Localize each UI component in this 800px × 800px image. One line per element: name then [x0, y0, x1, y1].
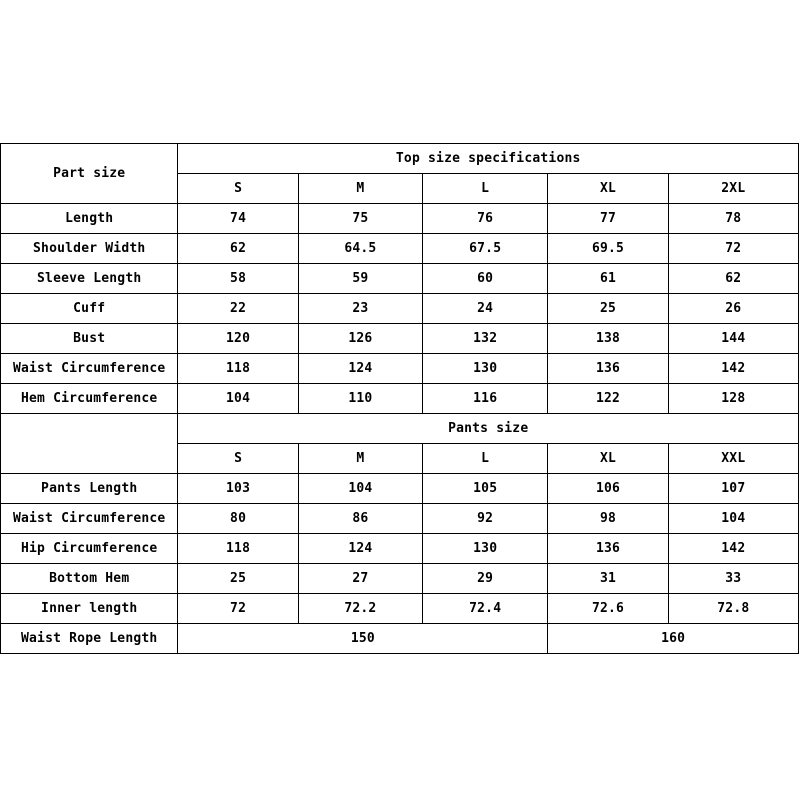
top-title-row	[1, 144, 799, 174]
row-label: Waist Circumference	[1, 504, 178, 534]
measurement-cell: 124	[298, 354, 422, 384]
measurement-cell: 24	[423, 294, 548, 324]
top-label-header: Part size	[1, 144, 178, 204]
row-label: Hem Circumference	[1, 384, 178, 414]
measurement-cell: 76	[423, 204, 548, 234]
measurement-cell: 69.5	[548, 234, 668, 264]
measurement-cell: 72.8	[668, 594, 798, 624]
top-section-title: Top size specifications	[178, 144, 799, 174]
measurement-cell: 136	[548, 354, 668, 384]
measurement-cell: 130	[423, 354, 548, 384]
row-label: Cuff	[1, 294, 178, 324]
pants-size-header: XL	[548, 444, 668, 474]
measurement-cell: 75	[298, 204, 422, 234]
row-label: Waist Circumference	[1, 354, 178, 384]
waist-rope-value-small: 150	[178, 624, 548, 654]
measurement-cell: 23	[298, 294, 422, 324]
table-row	[1, 594, 799, 624]
measurement-cell: 26	[668, 294, 798, 324]
pants-size-header: L	[423, 444, 548, 474]
waist-rope-row	[1, 624, 799, 654]
measurement-cell: 132	[423, 324, 548, 354]
measurement-cell: 103	[178, 474, 298, 504]
measurement-cell: 120	[178, 324, 298, 354]
table-row	[1, 564, 799, 594]
top-size-header: XL	[548, 174, 668, 204]
measurement-cell: 110	[298, 384, 422, 414]
row-label: Waist Rope Length	[1, 624, 178, 654]
table-row	[1, 204, 799, 234]
measurement-cell: 74	[178, 204, 298, 234]
pants-size-header: XXL	[668, 444, 798, 474]
measurement-cell: 25	[178, 564, 298, 594]
measurement-cell: 61	[548, 264, 668, 294]
measurement-cell: 118	[178, 354, 298, 384]
measurement-cell: 29	[423, 564, 548, 594]
measurement-cell: 130	[423, 534, 548, 564]
pants-label-header	[1, 414, 178, 474]
measurement-cell: 98	[548, 504, 668, 534]
measurement-cell: 116	[423, 384, 548, 414]
measurement-cell: 80	[178, 504, 298, 534]
row-label: Hip Circumference	[1, 534, 178, 564]
measurement-cell: 92	[423, 504, 548, 534]
row-label: Sleeve Length	[1, 264, 178, 294]
table-row	[1, 294, 799, 324]
measurement-cell: 142	[668, 354, 798, 384]
measurement-cell: 67.5	[423, 234, 548, 264]
table-row	[1, 324, 799, 354]
measurement-cell: 25	[548, 294, 668, 324]
size-chart-body	[1, 144, 799, 654]
measurement-cell: 33	[668, 564, 798, 594]
measurement-cell: 77	[548, 204, 668, 234]
measurement-cell: 72.6	[548, 594, 668, 624]
measurement-cell: 122	[548, 384, 668, 414]
measurement-cell: 104	[178, 384, 298, 414]
size-chart-table	[0, 143, 799, 654]
waist-rope-value-large: 160	[548, 624, 799, 654]
top-size-header: 2XL	[668, 174, 798, 204]
measurement-cell: 72	[178, 594, 298, 624]
measurement-cell: 60	[423, 264, 548, 294]
pants-section-title: Pants size	[178, 414, 799, 444]
measurement-cell: 31	[548, 564, 668, 594]
measurement-cell: 59	[298, 264, 422, 294]
row-label: Pants Length	[1, 474, 178, 504]
measurement-cell: 142	[668, 534, 798, 564]
measurement-cell: 128	[668, 384, 798, 414]
measurement-cell: 105	[423, 474, 548, 504]
top-size-header: M	[298, 174, 422, 204]
row-label: Bottom Hem	[1, 564, 178, 594]
row-label: Length	[1, 204, 178, 234]
measurement-cell: 72	[668, 234, 798, 264]
table-row	[1, 384, 799, 414]
measurement-cell: 22	[178, 294, 298, 324]
measurement-cell: 136	[548, 534, 668, 564]
top-size-header: S	[178, 174, 298, 204]
measurement-cell: 72.2	[298, 594, 422, 624]
pants-size-header: M	[298, 444, 422, 474]
measurement-cell: 86	[298, 504, 422, 534]
measurement-cell: 118	[178, 534, 298, 564]
top-size-header: L	[423, 174, 548, 204]
measurement-cell: 138	[548, 324, 668, 354]
measurement-cell: 106	[548, 474, 668, 504]
pants-size-header: S	[178, 444, 298, 474]
table-row	[1, 504, 799, 534]
table-row	[1, 354, 799, 384]
measurement-cell: 62	[178, 234, 298, 264]
measurement-cell: 72.4	[423, 594, 548, 624]
measurement-cell: 126	[298, 324, 422, 354]
measurement-cell: 62	[668, 264, 798, 294]
table-row	[1, 534, 799, 564]
measurement-cell: 107	[668, 474, 798, 504]
measurement-cell: 124	[298, 534, 422, 564]
table-row	[1, 234, 799, 264]
row-label: Shoulder Width	[1, 234, 178, 264]
measurement-cell: 144	[668, 324, 798, 354]
table-row	[1, 474, 799, 504]
measurement-cell: 78	[668, 204, 798, 234]
table-row	[1, 264, 799, 294]
measurement-cell: 27	[298, 564, 422, 594]
measurement-cell: 64.5	[298, 234, 422, 264]
pants-title-row	[1, 414, 799, 444]
measurement-cell: 104	[298, 474, 422, 504]
row-label: Inner length	[1, 594, 178, 624]
row-label: Bust	[1, 324, 178, 354]
measurement-cell: 104	[668, 504, 798, 534]
measurement-cell: 58	[178, 264, 298, 294]
